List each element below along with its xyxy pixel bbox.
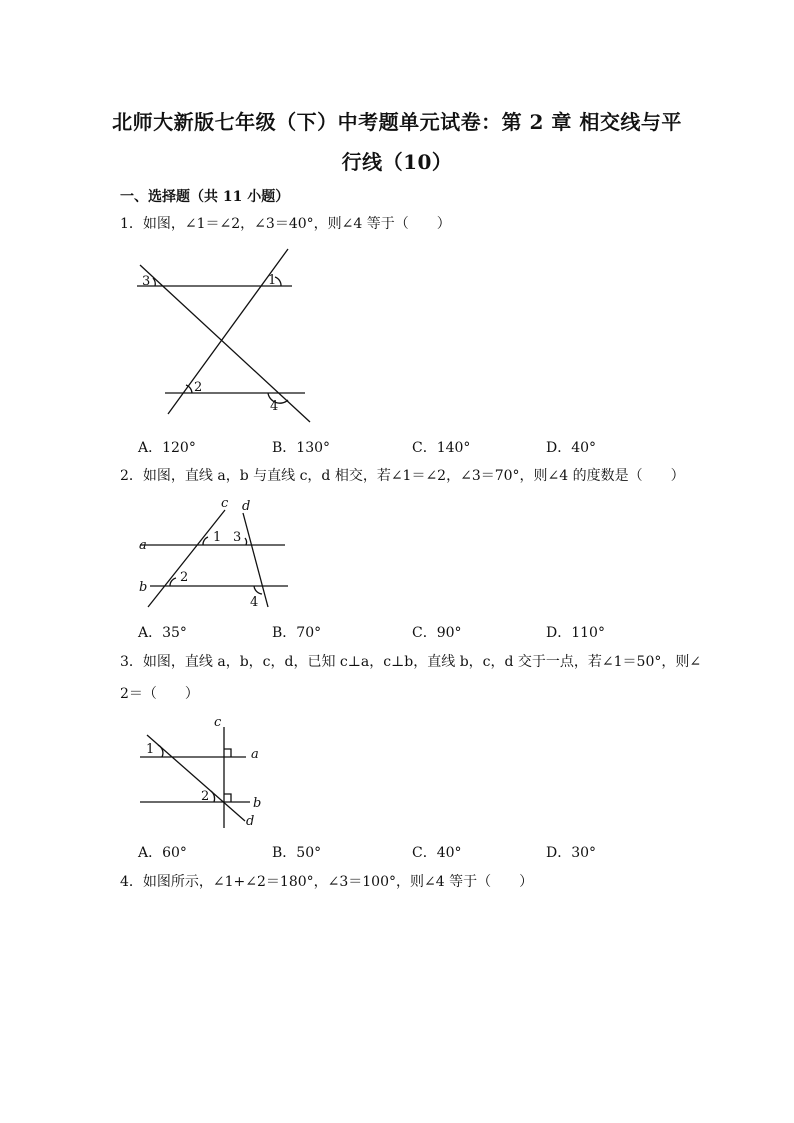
q2-option-a: A．35° [138, 625, 187, 641]
q3-label-c: c [214, 715, 222, 730]
question-2-text: 2．如图，直线 a，b 与直线 c，d 相交，若∠1＝∠2，∠3＝70°，则∠4 的度数是（ ） [120, 468, 685, 484]
q1-transversal-1 [140, 265, 310, 422]
q2-option-c: C．90° [412, 625, 462, 641]
q3-label-b: b [253, 796, 262, 811]
page-title-line2: 行线（10） [341, 150, 453, 174]
q3-label-a: a [251, 747, 259, 762]
q1-label-1: 1 [268, 273, 277, 288]
q3-label-d: d [246, 814, 255, 829]
q2-label-a: a [139, 538, 147, 553]
question-1-text: 1．如图，∠1＝∠2，∠3＝40°，则∠4 等于（ ） [120, 216, 451, 232]
q2-label-4: 4 [250, 595, 259, 610]
q2-option-b: B．70° [272, 625, 322, 641]
q1-label-2: 2 [194, 380, 203, 395]
q2-option-d: D．110° [546, 625, 605, 641]
q1-option-a: A．120° [138, 440, 196, 456]
q3-right-angle-a [224, 749, 231, 757]
section-heading: 一、选择题（共 11 小题） [120, 189, 290, 205]
q1-option-d: D．40° [546, 440, 597, 456]
q3-angle1-arc [158, 745, 163, 757]
q3-label-1: 1 [146, 742, 155, 757]
q1-label-3: 3 [142, 274, 151, 289]
q1-label-4: 4 [270, 399, 279, 414]
q3-option-a: A．60° [138, 845, 187, 861]
page-title-line1: 北师大新版七年级（下）中考题单元试卷：第 2 章 相交线与平 [112, 110, 682, 134]
q2-angle4-arc [254, 586, 262, 594]
q2-line-d [243, 513, 268, 607]
q3-option-b: B．50° [272, 845, 322, 861]
q2-angle3-arc [245, 538, 247, 545]
q2-label-b: b [139, 580, 148, 595]
q3-option-c: C．40° [412, 845, 462, 861]
q1-option-c: C．140° [412, 440, 471, 456]
question-4-text: 4．如图所示，∠1+∠2＝180°，∠3＝100°，则∠4 等于（ ） [120, 874, 534, 890]
question-3-text-line1: 3．如图，直线 a，b，c，d，已知 c⊥a，c⊥b，直线 b，c，d 交于一点，若∠1＝50°，则∠ [120, 654, 702, 670]
q3-right-angle-b [224, 794, 231, 802]
q3-option-d: D．30° [546, 845, 597, 861]
q1-option-b: B．130° [272, 440, 331, 456]
q3-angle2-arc [211, 791, 215, 802]
q2-label-c: c [221, 496, 229, 511]
q2-label-d: d [242, 499, 251, 514]
q2-label-1: 1 [213, 530, 222, 545]
q2-angle1-arc [203, 537, 208, 545]
q2-label-2: 2 [180, 570, 189, 585]
q2-line-c [148, 510, 225, 607]
q2-label-3: 3 [233, 530, 242, 545]
q3-label-2: 2 [201, 789, 210, 804]
question-3-text-line2: 2＝（ ） [120, 686, 199, 702]
